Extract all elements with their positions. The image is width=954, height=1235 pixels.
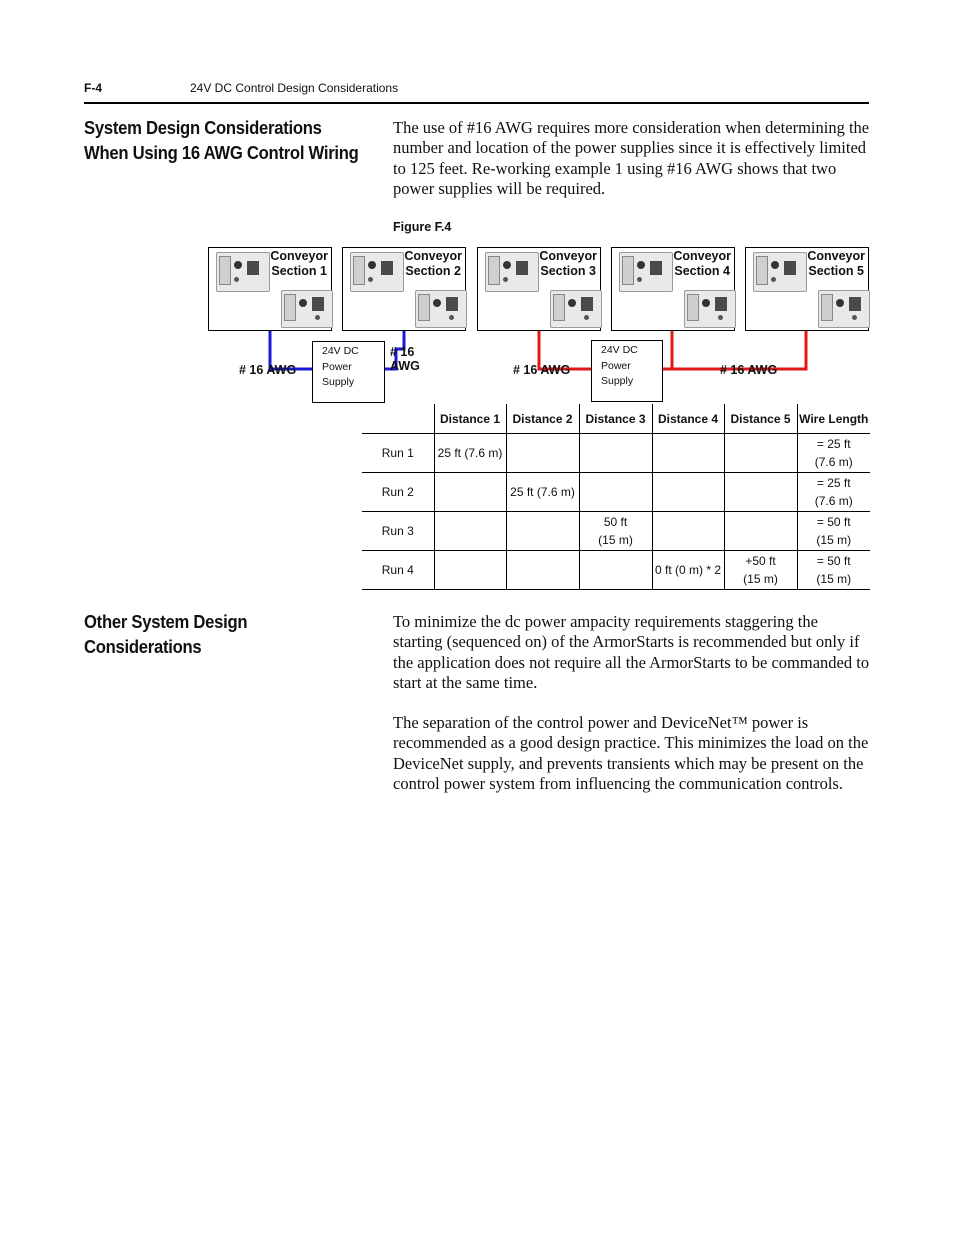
conveyor-label: Conveyor Section 2 [404, 249, 462, 278]
column-header: Wire Length [797, 404, 870, 434]
conveyor-label: Conveyor Section 1 [270, 249, 328, 278]
armorstart-unit [684, 290, 736, 328]
heading-line: Other System Design [84, 611, 248, 632]
table-cell [652, 434, 724, 473]
table-cell [579, 473, 652, 512]
table-cell: Run 1 [362, 434, 434, 473]
table-cell: Run 2 [362, 473, 434, 512]
armorstart-unit [350, 252, 404, 292]
table-cell [434, 551, 506, 590]
armorstart-unit [281, 290, 333, 328]
column-header [362, 404, 434, 434]
table-cell: 25 ft (7.6 m) [506, 473, 579, 512]
table-row [362, 512, 870, 551]
column-header: Distance 4 [652, 404, 724, 434]
table-row [362, 551, 870, 590]
armorstart-unit [485, 252, 539, 292]
section-para-staggering: To minimize the dc power ampacity requirements staggering the starting (sequenced on) of the ArmorStarts is recommended but only if the application does not require all the ArmorStarts to be commanded to start at the same time. [393, 612, 870, 692]
table-cell: = 25 ft (7.6 m) [797, 434, 870, 473]
column-header: Distance 5 [724, 404, 797, 434]
conveyor-label: Conveyor Section 4 [673, 249, 731, 278]
conveyor-section-2 [342, 247, 466, 331]
table-cell [579, 551, 652, 590]
awg-label-mid: # 16 AWG [390, 345, 420, 373]
table-cell: 50 ft (15 m) [579, 512, 652, 551]
column-header: Distance 1 [434, 404, 506, 434]
armorstart-unit [550, 290, 602, 328]
conveyor-section-1 [208, 247, 332, 331]
armorstart-unit [619, 252, 673, 292]
power-supply-2: 24V DC Power Supply [591, 340, 663, 402]
heading-line: When Using 16 AWG Control Wiring [84, 142, 359, 163]
heading-line: System Design Considerations [84, 117, 322, 138]
conveyor-section-3 [477, 247, 601, 331]
armorstart-unit [216, 252, 270, 292]
page-code: F-4 [84, 81, 102, 95]
table-cell: = 50 ft (15 m) [797, 512, 870, 551]
section-para-separation: The separation of the control power and DeviceNet™ power is recommended as a good design practice. This minimizes the load on the DeviceNet supply, and prevents transients which may be present on the control power system from influencing the communication controls. [393, 713, 869, 793]
table-cell [506, 551, 579, 590]
heading-line: Considerations [84, 636, 202, 657]
table-cell [579, 434, 652, 473]
wire-run-table [362, 404, 870, 590]
awg-label-left: # 16 AWG [239, 363, 297, 377]
awg-label-right-1: # 16 AWG [513, 363, 571, 377]
figure-label: Figure F.4 [393, 220, 452, 234]
armorstart-unit [415, 290, 467, 328]
table-cell: = 25 ft (7.6 m) [797, 473, 870, 512]
table-row [362, 473, 870, 512]
armorstart-unit [818, 290, 870, 328]
column-header: Distance 3 [579, 404, 652, 434]
table-row [362, 434, 870, 473]
table-header-row [362, 404, 870, 434]
table-cell [724, 512, 797, 551]
section-heading-other [84, 609, 372, 659]
table-cell [652, 473, 724, 512]
conveyor-section-5 [745, 247, 869, 331]
table-cell [434, 512, 506, 551]
table-cell [652, 512, 724, 551]
table-cell: Run 4 [362, 551, 434, 590]
power-supply-1: 24V DC Power Supply [312, 341, 385, 403]
table-cell: Run 3 [362, 512, 434, 551]
table-cell: 25 ft (7.6 m) [434, 434, 506, 473]
column-header: Distance 2 [506, 404, 579, 434]
table-cell: 0 ft (0 m) * 2 [652, 551, 724, 590]
table-cell [434, 473, 506, 512]
wiring-diagram [0, 0, 954, 420]
conveyor-label: Conveyor Section 3 [539, 249, 597, 278]
armorstart-unit [753, 252, 807, 292]
section-body-16awg: The use of #16 AWG requires more consideration when determining the number and location of the power supplies since it is effectively limited to 125 feet. Re-working example 1 using #16 AWG shows that two power supplies will be required. [393, 118, 870, 198]
table-cell [506, 512, 579, 551]
conveyor-label: Conveyor Section 5 [807, 249, 865, 278]
running-header-title: 24V DC Control Design Considerations [190, 81, 399, 95]
table-cell [724, 473, 797, 512]
awg-label-right-2: # 16 AWG [720, 363, 778, 377]
conveyor-section-4 [611, 247, 735, 331]
table-cell [506, 434, 579, 473]
table-cell: = 50 ft (15 m) [797, 551, 870, 590]
table-cell: +50 ft (15 m) [724, 551, 797, 590]
table-cell [724, 434, 797, 473]
